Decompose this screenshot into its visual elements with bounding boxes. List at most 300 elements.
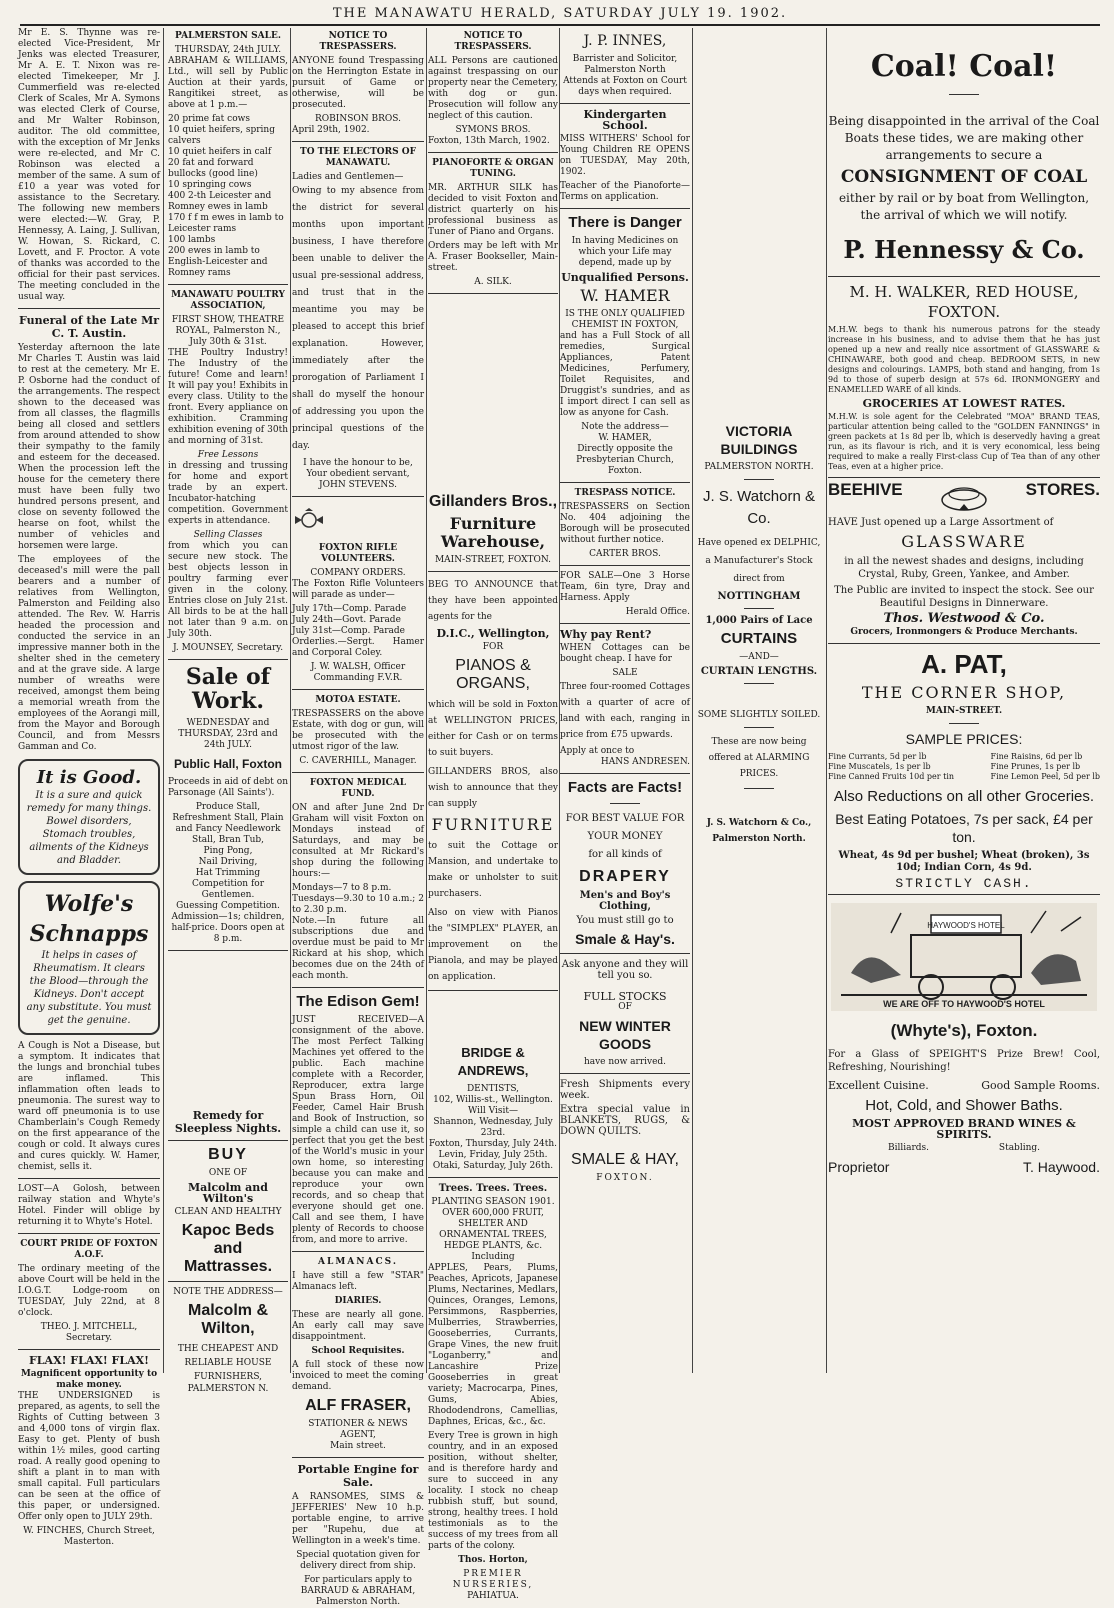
reductions-text: Also Reductions on all other Groceries. — [833, 788, 1095, 805]
list-item: 100 lambs — [168, 235, 216, 245]
column-6 — [694, 28, 824, 1373]
trespass-notice-heading: TRESPASS NOTICE. — [574, 488, 676, 498]
column-rule — [290, 28, 291, 1373]
furniture-warehouse: Furniture Warehouse, — [440, 514, 546, 551]
have-text: HAVE Just opened up a Large Assortment of — [828, 517, 1054, 528]
motoa-text: TRESPASSERS on the above Estate, with dog or gun, will be prosecuted with the utmost rigor of the law. — [292, 709, 424, 752]
work-item: Guessing Competition. — [176, 901, 280, 911]
divider — [428, 152, 558, 153]
consignment-heading: CONSIGNMENT OF COAL — [840, 167, 1088, 187]
ad-body: It helps in cases of Rheumatism. It clears the Blood—through the Kidneys. Don't accept any substitute. You must get the genuine. — [26, 950, 152, 1026]
divider — [168, 659, 288, 660]
medical-hours: Mondays—7 to 8 p.m. — [292, 883, 392, 893]
walker-heading: M. H. WALKER, RED HOUSE, FOXTON. — [849, 283, 1079, 321]
electors-servant: Your obedient servant, — [306, 469, 410, 479]
divider — [560, 208, 690, 209]
sale-items — [168, 114, 288, 279]
innes-heading: J. P. INNES, — [583, 33, 667, 49]
court-text: The ordinary meeting of the above Court will be held in the I.O.G.T. Lodge-room on TUESDAY, July 22nd, at 8 o'clock. — [18, 1264, 160, 1318]
divider — [18, 1349, 160, 1350]
prices-left — [828, 752, 954, 782]
gillanders-text: to suit the Cottage or Mansion, and undertake to make or unholster to suit purchasers. — [428, 841, 558, 899]
victoria-buildings: VICTORIA BUILDINGS — [720, 423, 798, 457]
nottingham: NOTTINGHAM — [717, 591, 801, 602]
divider — [828, 276, 1100, 277]
kindergarten-teacher: Teacher of the Pianoforte—Terms on application. — [560, 181, 690, 202]
diaries-heading: DIARIES. — [334, 1296, 382, 1306]
divider — [560, 565, 690, 566]
clean-healthy: CLEAN AND HEALTHY — [174, 1207, 282, 1217]
spacer — [428, 996, 558, 1040]
apat-heading: A. PAT, — [921, 649, 1007, 679]
motoa-signature: C. CAVERHILL, Manager. — [299, 756, 417, 766]
free-lessons-heading: Free Lessons — [197, 450, 259, 460]
grocers-text: Grocers, Ironmongers & Produce Merchants. — [850, 627, 1078, 637]
divider — [949, 94, 979, 95]
flax-subheading: Magnificent opportunity to make money. — [20, 1369, 158, 1390]
price-item: Fine Lemon Peel, 5d per lb — [990, 772, 1100, 781]
pahiatua: PAHIATUA. — [467, 1591, 519, 1601]
piano-text: MR. ARTHUR SILK has decided to visit Foxton and district quarterly on his professional business as Tuner of Piano and Organs. — [428, 183, 558, 237]
note-address: NOTE THE ADDRESS— — [173, 1287, 283, 1297]
malcolm-wilton-big: Malcolm & Wilton, — [187, 1302, 268, 1337]
must-go: You must still go to — [576, 915, 674, 926]
school-text: A full stock of these now invoiced to meet the coming demand. — [292, 1360, 424, 1392]
curtains-heading: CURTAINS — [720, 630, 798, 647]
foxton-label: FOXTON. — [596, 1173, 654, 1183]
lost-notice: LOST—A Golosh, between railway station and Whyte's Hotel. Finder will oblige by returning it to Whyte's Hotel. — [18, 1184, 160, 1227]
lessons-text: in dressing and trussing for home and export trade by an expert. Incubator-hatching competition. Government experts in attendance. — [168, 461, 288, 526]
arrived: have now arrived. — [583, 1057, 667, 1067]
list-item: 200 ewes in lamb to English-Leicester and Romney rams — [168, 246, 268, 278]
potatoes-text: Best Eating Potatoes, 7s per sack, £4 per ton. — [835, 811, 1093, 845]
lace-pairs: 1,000 Pairs of Lace — [705, 615, 813, 626]
cough-remedy-ad: A Cough is Not a Disease, but a symptom. It indicates that the lungs and bronchial tubes are inflamed. This inflammation often leads to pneumonia. The surest way to ward off pneumonia is to use Chamberlain's Cough Remedy on the first appearance of the cough or cold. It always cures and cures quickly. W. Hamer, chemist, sells it. — [18, 1041, 160, 1172]
attends: Attends at Foxton on Court days when required. — [563, 76, 687, 97]
hamer-text: and has a Full Stock of all remedies, Surgical Appliances, Patent Medicines, Perfumery, Toilet Requisites, and Druggist's sundries, and as I import direct I can sell as low as anyone for Cash. — [560, 331, 690, 418]
column-2 — [168, 28, 288, 1394]
electors-greeting: Ladies and Gentlemen— — [292, 172, 404, 182]
palmerston-n: PALMERSTON N. — [187, 1384, 269, 1394]
divider — [168, 1281, 288, 1282]
edison-text: JUST RECEIVED—A consignment of the above. The most Perfect Talking Machines yet offered to the public. Each machine complete with a Recorder, Reproducer, extra large Spun Brass Horn, Oil Feeder, Camel Hair Brush and Book of Instruction, so simple a child can use it, so perfect that you get the best of the World's music in your own home, so interesting because you can make and reproduce your own records, and so cheap that everyone should get one. Call and see them, I have plenty of Records to choose from, and more to arrive. — [292, 1015, 424, 1245]
almanacs-heading: ALMANACS. — [318, 1257, 398, 1267]
sale-intro: ABRAHAM & WILLIAMS, Ltd., will sell by Public Auction at their yards, Rangitikei street, as above at 1 p.m.— — [168, 56, 288, 110]
work-hall: Public Hall, Foxton — [173, 757, 282, 771]
divider — [428, 990, 558, 991]
divider — [428, 1177, 558, 1178]
spacer — [694, 28, 824, 418]
drapery-heading: DRAPERY — [579, 868, 671, 885]
planting-season: PLANTING SEASON 1901. — [431, 1197, 555, 1207]
kinds-of: for all kinds of — [588, 849, 662, 860]
list-item: 10 quiet heifers in calf — [168, 147, 272, 157]
bridge-andrews: BRIDGE & ANDREWS, — [457, 1045, 529, 1078]
trespass-date: Foxton, 13th March, 1902. — [428, 136, 550, 146]
court-heading: COURT PRIDE OF FOXTON A.O.F. — [20, 1239, 158, 1260]
proprietor-name: T. Haywood. — [1022, 1159, 1100, 1175]
sample-rooms: Good Sample Rooms. — [981, 1079, 1100, 1092]
for-label: FOR — [482, 642, 504, 652]
hamer-sub: IS THE ONLY QUALIFIED CHEMIST IN FOXTON, — [565, 309, 685, 330]
gillanders-text: BEG TO ANNOUNCE that they have been appointed agents for the — [428, 580, 558, 622]
visit-date: Shannon, Wednesday, July 23rd. — [433, 1117, 553, 1138]
divider — [292, 1457, 424, 1458]
beehive-banner — [828, 480, 1100, 510]
billiards: Billiards. — [888, 1143, 930, 1153]
price-item: Fine Prunes, 1s per lb — [990, 762, 1081, 771]
divider — [560, 103, 690, 104]
kapoc-heading: Kapoc Beds and Mattrasses. — [181, 1222, 275, 1275]
buy-heading: BUY — [208, 1146, 248, 1163]
rifle-date: July 31st—Comp. Parade — [292, 626, 406, 636]
ad-title: It is Good. — [36, 767, 142, 788]
flax-heading: FLAX! FLAX! FLAX! — [29, 1354, 149, 1367]
cart-caption: WE ARE OFF TO HAYWOOD'S HOTEL — [883, 999, 1045, 1009]
spacer — [694, 795, 824, 815]
groceries-heading: GROCERIES AT LOWEST RATES. — [862, 397, 1066, 410]
flax-text: THE UNDERSIGNED is prepared, as agents, to sell the Rights of Cutting between 3 and 4,000 tons of virgin flax. Easy to get. Plenty of bush within 1½ miles, good carting road. A really good opening to shift a plant in to man with small capital. Full particulars can be seen at the office of this paper, or undersigned. Offer only open to JULY 29th. — [18, 1391, 160, 1522]
divider — [744, 727, 774, 728]
dentists: DENTISTS, — [466, 1084, 520, 1094]
westwood-heading: Thos. Westwood & Co. — [883, 611, 1045, 626]
funeral-heading: Funeral of the Late Mr C. T. Austin. — [18, 314, 160, 340]
masthead: THE MANAWATU HERALD, SATURDAY JULY 19. 1902. — [20, 4, 1100, 26]
proprietor-label: Proprietor — [828, 1159, 890, 1175]
barrister: Barrister and Solicitor, — [572, 54, 678, 64]
of-label: OF — [618, 1002, 632, 1012]
over-trees: OVER 600,000 FRUIT, SHELTER AND ORNAMENTAL TREES, HEDGE PLANTS, &c. — [439, 1208, 547, 1251]
list-item: 20 prime fat cows — [168, 114, 250, 124]
sample-prices-heading: SAMPLE PRICES: — [905, 731, 1023, 747]
royal-crest-icon — [292, 508, 326, 530]
rent-text: WHEN Cottages can be bought cheap. I have for — [560, 643, 690, 664]
hamer-signature: W. HAMER, — [598, 433, 652, 443]
divider — [560, 482, 690, 483]
cart-sign: HAYWOOD'S HOTEL — [927, 921, 1005, 930]
public-text: The Public are invited to inspect the stock. See our Beautiful Designs in Dinnerware. — [834, 585, 1094, 609]
beehive-label: BEEHIVE — [828, 480, 903, 499]
divider — [428, 571, 558, 572]
divider — [949, 723, 979, 724]
spacer — [694, 690, 824, 710]
price-item: Fine Raisins, 6d per lb — [990, 752, 1083, 761]
divider — [560, 773, 690, 774]
stabling: Stabling. — [998, 1143, 1040, 1153]
motoa-heading: MOTOA ESTATE. — [315, 695, 401, 705]
unqualified: Unqualified Persons. — [561, 271, 689, 284]
divider — [292, 689, 424, 690]
slightly-soiled: SOME SLIGHTLY SOILED. — [697, 710, 821, 720]
rifle-date: July 17th—Comp. Parade — [292, 604, 407, 614]
piano-orders: Orders may be left with Mr A. Fraser Bookseller, Main-street. — [428, 241, 558, 273]
including: Including — [471, 1252, 515, 1262]
divider — [18, 1178, 160, 1179]
trespass-date: April 29th, 1902. — [292, 125, 370, 135]
sleepless-heading: Remedy for Sleepless Nights. — [174, 1109, 282, 1135]
hennessy-heading: P. Hennessy & Co. — [843, 235, 1085, 264]
dic-wellington: D.I.C., Wellington, — [436, 627, 550, 640]
visit-date: Otaki, Saturday, July 26th. — [432, 1161, 554, 1171]
poultry-show: FIRST SHOW, THEATRE ROYAL, Palmerston N., July 30th & 31st. — [171, 315, 285, 347]
work-item: Ping Pong, — [203, 846, 253, 856]
palmerston-north: Palmerston North — [584, 65, 666, 75]
smale-hay-name: SMALE & HAY, — [571, 1151, 679, 1168]
winter-goods: NEW WINTER GOODS — [579, 1018, 671, 1052]
baths-text: Hot, Cold, and Shower Baths. — [865, 1097, 1063, 1114]
wolfes-schnapps-ad — [18, 881, 160, 1035]
stores-label: STORES. — [1025, 480, 1100, 499]
divider — [744, 683, 774, 684]
it-is-good-ad — [18, 759, 160, 875]
trees-text: Every Tree is grown in high country, and in an exposed position, without shelter, and is therefore hardy and sure to succeed in any locality. I stock no cheap rubbish stuff, but sound, strong, healthy trees. I hold testimonials as to the success of my trees from all parts of the colony. — [428, 1431, 558, 1551]
smale-hay-heading: Smale & Hay's. — [575, 931, 675, 947]
kindergarten-heading: Kindergarten School. — [583, 108, 667, 132]
work-item: Produce Stall, Refreshment Stall, Plain and Fancy Needlework Stall, Bran Tub, — [172, 802, 284, 845]
palmerston-north: PALMERSTON NORTH. — [704, 462, 814, 472]
rent-text: Three four-roomed Cottages with a quarter of acre of land with each, ranging in price from £75 upwards. — [560, 682, 690, 740]
price-item: Fine Muscatels, 1s per lb — [828, 762, 931, 771]
divider — [292, 141, 424, 142]
walker-text: M.H.W. begs to thank his numerous patrons for the steady increase in his business, and to advise them that he has just opened up a new and really nice assortment of GLASSWARE & CHINAWARE, both good and cheap. BEDROOM SETS, in new designs and colourings. LAMPS, both stand and hanging, from 1s 9d to those of superb design at 57s 6d. IRONMONGERY and ENAMELLED WARE of all kinds. — [828, 325, 1100, 394]
column-rule — [692, 28, 693, 1373]
column-1 — [18, 28, 160, 1547]
divider — [292, 496, 424, 497]
main-street: Main street. — [330, 1441, 386, 1451]
engine-text: A RANSOMES, SIMS & JEFFERIES' New 10 h.p. portable engine, to arrive per "Rupehu, due at Wellington in a week's time. — [292, 1492, 424, 1546]
proprietor-row — [828, 1159, 1100, 1175]
gillanders-heading: Gillanders Bros., — [428, 493, 558, 510]
prices-right — [991, 752, 1100, 782]
diaries-text: These are nearly all gone. An early call may save disappointment. — [292, 1310, 424, 1342]
column-rule — [826, 28, 827, 1373]
whytes-heading: (Whyte's), Foxton. — [890, 1021, 1038, 1040]
divider — [744, 479, 774, 480]
glassware-heading: GLASSWARE — [901, 532, 1027, 551]
malcolm-wilton: Malcolm and Wilton's — [188, 1181, 268, 1205]
divider — [18, 1233, 160, 1234]
piano-signature: A. SILK. — [474, 277, 512, 287]
divider — [292, 1251, 424, 1252]
divider — [168, 1140, 288, 1141]
ask-anyone: Ask anyone and they will tell you so. — [561, 959, 689, 981]
spacer — [168, 956, 288, 1106]
rifle-heading: FOXTON RIFLE VOLUNTEERS. — [318, 543, 398, 564]
watchorn-heading: J. S. Watchorn & Co. — [703, 488, 815, 527]
column-3 — [292, 28, 424, 1607]
wheat-text: Wheat, 4s 9d per bushel; Wheat (broken), 3s 10d; Indian Corn, 4s 9d. — [838, 850, 1090, 873]
cuisine-row — [828, 1080, 1100, 1091]
furniture-heading: FURNITURE — [431, 815, 555, 834]
ad-body: It is a sure and quick remedy for many things. Bowel disorders, Stomach troubles, ailments of the Kidneys and Bladder. — [26, 790, 152, 866]
divider — [828, 643, 1100, 644]
trespass-signature: ROBINSON BROS. — [315, 114, 401, 124]
list-item: 10 quiet heifers, spring calvers — [168, 125, 275, 146]
billiards-row — [828, 1143, 1100, 1154]
gillanders-text: GILLANDERS BROS, also wish to announce that they can supply — [428, 767, 558, 809]
best-value: FOR BEST VALUE FOR YOUR MONEY — [565, 813, 685, 842]
divider — [828, 894, 1100, 895]
rifle-date: July 24th—Govt. Parade — [292, 615, 401, 625]
list-item: 10 springing cows — [168, 180, 252, 190]
work-item: Hat Trimming Competition for Gentlemen. — [191, 868, 265, 900]
hamer-note: Note the address— — [581, 422, 669, 432]
engine-signature: BARRAUD & ABRAHAM, Palmerston North. — [300, 1586, 416, 1607]
work-date: WEDNESDAY and THURSDAY, 23rd and 24th JULY. — [178, 718, 278, 750]
medical-note: Note.—In future all subscriptions due and overdue must be paid to Mr Rickard at his shop, which becomes due on the 24th of each month. — [292, 916, 424, 981]
sale-of-work-heading: Sale of Work. — [185, 664, 271, 714]
electors-signature: JOHN STEVENS. — [319, 480, 397, 490]
speight-text: For a Glass of SPEIGHT'S Prize Brew! Cool, Refreshing, Nourishing! — [828, 1049, 1100, 1073]
divider — [292, 772, 424, 773]
facts-heading: Facts are Facts! — [567, 779, 683, 796]
divider — [168, 950, 288, 951]
sale-label: SALE — [612, 668, 638, 678]
column-rule — [426, 28, 427, 1373]
danger-text: In having Medicines on which your Life may depend, made up by — [571, 236, 679, 268]
funeral-text: Yesterday afternoon the late Mr Charles T. Austin was laid to rest at the cemetery. Mr E. P. Osborne had the conduct of the arrangements. The respect shown to the deceased was from all classes, the flagmills being all closed and settlers from around attended to show their sympathy to the family and esteem for the deceased. When the procession left the house for the cemetery there must have been fully two hundred persons present, and close on seventy followed the hearse on foot, whilst the number of vehicles and horsemen were large. — [18, 343, 160, 551]
coal-text: either by rail or by boat from Wellington, the arrival of which we will notify. — [838, 191, 1090, 222]
full-stocks: FULL STOCKS — [583, 990, 667, 1003]
beehive-icon — [929, 484, 999, 510]
sale-heading: PALMERSTON SALE. — [175, 31, 281, 41]
divider — [18, 308, 160, 309]
poultry-signature: J. MOUNSEY, Secretary. — [172, 643, 284, 653]
selling-text: from which you can secure new stock. The best objects lesson in poultry farming ever given in the colony. Entries close on July 21st. All birds to be at the hall not later than 9 a.m. on July 30th. — [168, 541, 288, 639]
poultry-text: THE Poultry Industry! The Industry of the future! Come and learn! It will pay you! Exhibits in every class. Utility to the front. Every appliance on exhibition. Cramming exhibition evening of 30th and morning of 31st. — [168, 348, 288, 446]
watchorn-footer: J. S. Watchorn & Co., Palmerston North. — [706, 818, 812, 844]
edison-heading: The Edison Gem! — [296, 993, 420, 1010]
divider — [428, 293, 558, 294]
divider — [560, 1073, 690, 1074]
list-item: 20 fat and forward bullocks (good line) — [168, 158, 258, 179]
corner-shop: THE CORNER SHOP, — [861, 683, 1067, 702]
trespass-heading: NOTICE TO TRESPASSERS. — [454, 31, 532, 52]
coach-illustration — [831, 903, 1097, 1011]
price-item: Fine Currants, 5d per lb — [828, 752, 927, 761]
gillanders-text: Also on view with Pianos the "SIMPLEX" PLAYER, an improvement on the Pianola, and may be played on application. — [428, 908, 558, 982]
price-list — [828, 752, 1100, 782]
gillanders-address: MAIN-STREET, FOXTON. — [434, 555, 552, 565]
rifle-signature: J. W. WALSH, Officer Commanding F.V.R. — [310, 662, 406, 683]
column-7 — [828, 28, 1100, 1373]
trees-heading: Trees. Trees. Trees. — [438, 1183, 548, 1194]
curtain-lengths: CURTAIN LENGTHS. — [700, 666, 818, 677]
pianos-organs: PIANOS & ORGANS, — [455, 657, 531, 692]
column-5 — [560, 28, 690, 1373]
divider — [168, 284, 288, 285]
divider — [610, 803, 640, 804]
column-rule — [163, 28, 164, 1373]
cheapest-house: THE CHEAPEST AND RELIABLE HOUSE FURNISHERS, — [177, 1344, 279, 1382]
divider — [560, 623, 690, 624]
trees-text: APPLES, Pears, Plums, Peaches, Apricots, Japanese Plums, Nectarines, Medlars, Quinces, Oranges, Lemons, Persimmons, Raspberries, Mulberries, Strawberries, Gooseberries, Currants, Grape Vines, the new fruit "Loganberry," and Lancashire Prize Gooseberries in great variety; Macrocarpa, Pines, Gums, Abies, Rhododendrons, Camellias, Daphnes, Ericas, &c., &c. — [428, 1263, 558, 1427]
ad-title: Wolfe's Schnapps — [29, 891, 149, 947]
for-sale-text: FOR SALE—One 3 Horse Team, 6in tyre, Dray and Harness. Apply — [560, 571, 690, 603]
trespass-notice-text: TRESPASSERS on Section No. 404 adjoining the Borough will be prosecuted without further notice. — [560, 502, 690, 545]
list-item: 400 2-th Leicester and Romney ewes in lamb — [168, 191, 272, 212]
funeral-text: The employees of the deceased's mill were the pall bearers and a number of relatives from Wellington, Palmerston and Feilding also attended. The Rev. W. Harris headed the procession and conducted the service in an impressive manner both in the shelter shed in the cemetery and at the grave side. A large number of wreaths were received, amongst them being a memorial wreath from the employees of the Aorangi mill, from the Mayor and Borough Council, and from Messrs Gamman and Co. — [18, 555, 160, 752]
glassware-text: in all the newest shades and designs, including Crystal, Ruby, Green, Yankee, and Amber. — [844, 556, 1084, 580]
trespass-heading: NOTICE TO TRESPASSERS. — [319, 31, 397, 52]
will-visit: Will Visit— — [468, 1106, 518, 1116]
coal-heading: Coal! Coal! — [870, 49, 1058, 84]
visit-date: Foxton, Thursday, July 24th. — [428, 1139, 557, 1149]
wines-text: MOST APPROVED BRAND WINES & SPIRITS. — [852, 1117, 1076, 1141]
one-of: ONE OF — [208, 1168, 248, 1178]
trespass-notice-signature: CARTER BROS. — [589, 549, 661, 559]
engine-particulars: For particulars apply to — [304, 1575, 412, 1585]
school-heading: School Requisites. — [311, 1346, 405, 1356]
divider — [828, 477, 1100, 478]
alf-fraser: ALF FRASER, — [305, 1397, 411, 1414]
work-item: Nail Driving, — [198, 857, 258, 867]
flax-signature: W. FINCHES, Church Street, Masterton. — [23, 1526, 155, 1547]
coal-text: Being disappointed in the arrival of the Coal Boats these tides, we are making other arrangements to secure a — [828, 114, 1100, 162]
work-text: Proceeds in aid of debt on Parsonage (All Saints'). — [168, 777, 288, 798]
gillanders-text: which will be sold in Foxton at WELLINGTON PRICES, either for Cash or on terms to suit buyers. — [428, 700, 558, 758]
herald-office: Herald Office. — [625, 607, 690, 617]
strictly-cash: STRICTLY CASH. — [895, 876, 1033, 891]
column-4 — [428, 28, 558, 1601]
divider — [560, 953, 690, 954]
rifle-orderlies: Orderlies.—Sergt. Hamer and Corporal Coley. — [292, 637, 424, 658]
divider — [292, 987, 424, 988]
piano-heading: PIANOFORTE & ORGAN TUNING. — [432, 158, 554, 179]
list-item: 170 f f m ewes in lamb to Leicester rams — [168, 213, 284, 234]
and-label: —AND— — [739, 652, 779, 662]
extra-value: Extra special value in BLANKETS, RUGS, & DOWN QUILTS. — [560, 1104, 690, 1137]
divider — [744, 788, 774, 789]
groceries-text: M.H.W. is sole agent for the Celebrated "MOA" BRAND TEAS, particular attention being called to the "GOLDEN FANNINGS" in green packets at 1s 8d per lb, which is deservedly having a great run, as its flavour is rich, and it is very economical, less being required to make a really First-class Cup of Tea than of any other Teas, even at a higher price. — [828, 412, 1100, 471]
medical-text: ON and after June 2nd Dr Graham will visit Foxton on Mondays instead of Saturdays, and may be consulted at Mr Rickard's shop during the following hours:— — [292, 803, 424, 879]
visit-date: Levin, Friday, July 25th. — [438, 1150, 548, 1160]
offering-text: These are now being offered at ALARMING PRICES. — [708, 737, 810, 779]
rifle-text: The Foxton Rifle Volunteers will parade as under— — [292, 579, 424, 600]
medical-heading: FOXTON MEDICAL FUND. — [309, 778, 407, 799]
hamer-address: Directly opposite the Presbyterian Church, Foxton. — [576, 444, 674, 476]
electors-text: Owing to my absence from the district for several months upon important business, I have therefore been unable to deliver the usual pre-sessional address, and trust that in the meantime you may be pleased to accept this brief explanation. However, immediately after the prorogation of Parliament I shall do myself the honour of addressing you upon the principal questions of the day. — [292, 186, 424, 451]
court-signature: THEO. J. MITCHELL, Secretary. — [40, 1322, 138, 1343]
selling-heading: Selling Classes — [193, 530, 263, 540]
divider — [744, 608, 774, 609]
engine-quote: Special quotation given for delivery direct from ship. — [296, 1550, 420, 1571]
andresen: HANS ANDRESEN. — [600, 757, 690, 767]
main-street: MAIN-STREET. — [925, 706, 1003, 716]
poultry-heading: MANAWATU POULTRY ASSOCIATION, — [171, 290, 285, 311]
work-admission: Admission—1s; children, half-price. Doors open at 8 p.m. — [171, 912, 285, 944]
opened-text: Have opened ex DELPHIC, a Manufacturer's Stock direct from — [697, 538, 821, 584]
mens-clothing: Men's and Boy's Clothing, — [579, 890, 671, 912]
bridge-address: 102, Willis-st., Wellington. — [433, 1095, 553, 1105]
electors-honour: I have the honour to be, — [303, 458, 413, 468]
sale-date: THURSDAY, 24th JULY. — [174, 45, 282, 55]
danger-heading: There is Danger — [568, 214, 682, 231]
premier-nurseries: PREMIER NURSERIES, — [452, 1569, 534, 1590]
electors-heading: TO THE ELECTORS OF MANAWATU. — [300, 147, 416, 168]
trespass-text: ANYONE found Trespassing on the Herrington Estate in pursuit of Game or otherwise, will be prosecuted. — [292, 56, 424, 110]
kindergarten-text: MISS WITHERS' School for Young Children RE OPENS on TUESDAY, May 20th, 1902. — [560, 134, 690, 177]
engine-heading: Portable Engine for Sale. — [297, 1463, 419, 1489]
trespass-signature: SYMONS BROS. — [455, 125, 531, 135]
spacer — [428, 299, 558, 489]
fraser-sub: STATIONER & NEWS AGENT, — [308, 1419, 408, 1440]
trespass-text: ALL Persons are cautioned against trespassing on our property near the Cemetery, with dog or gun. Prosecution will follow any neglect of this caution. — [428, 56, 558, 121]
thos-horton: Thos. Horton, — [458, 1555, 528, 1565]
apply-label: Apply at once to — [560, 746, 635, 756]
hamer-heading: W. HAMER — [580, 286, 670, 305]
medical-hours: Tuesdays—9.30 to 10 a.m.; 2 to 2.30 p.m. — [292, 894, 424, 915]
